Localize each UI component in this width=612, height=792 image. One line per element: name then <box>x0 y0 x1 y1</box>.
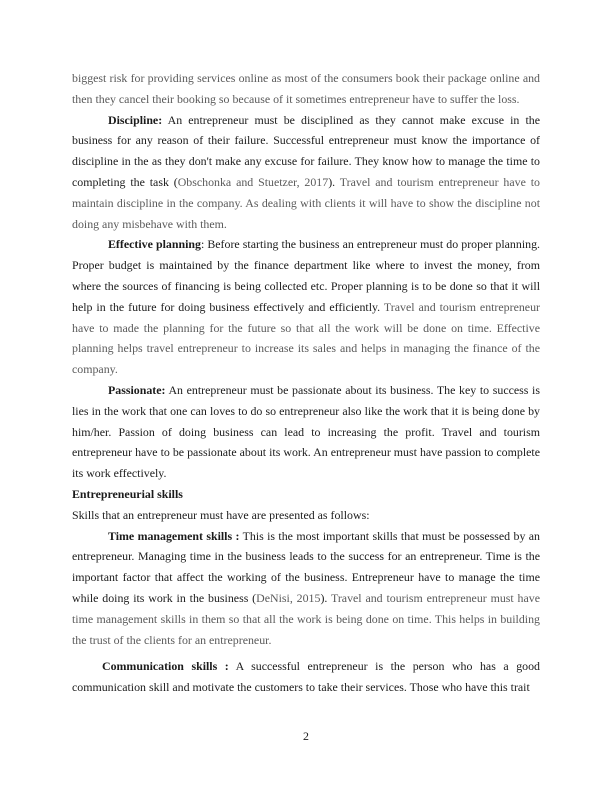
paragraph-text: biggest risk for providing services online as most of the consumers book their package online and then they cancel their booking so because of it sometimes entrepreneur have to suffer the loss. <box>72 71 540 106</box>
document-page <box>72 68 540 698</box>
paragraph-text-grey: Travel and tourism entrepreneur must have time management skills in them so that all the work is being done on time. This helps in building the trust of the clients for an entrepreneur. <box>72 590 540 647</box>
citation-close: ). <box>320 590 328 605</box>
paragraph-communication <box>72 656 540 698</box>
page-number: 2 <box>303 729 309 743</box>
paragraph-text-grey: Travel and tourism entrepreneur have to maintain discipline in the company. As dealing with clients it will have to show the discipline not doing any misbehave with them. <box>72 174 540 231</box>
citation: DeNisi, 2015 <box>256 590 321 605</box>
citation: Obschonka and Stuetzer, 2017 <box>177 174 329 189</box>
term-time-management: Time management skills : <box>108 528 240 543</box>
paragraph-effective-planning <box>72 234 540 380</box>
paragraph-text: A successful entrepreneur is the person who has a good communication skill and motivate the customers to take their services. Those who have this trait <box>72 659 540 695</box>
term-passionate: Passionate: <box>108 382 166 397</box>
paragraph-time-management <box>72 526 540 651</box>
term-discipline: Discipline: <box>108 112 163 127</box>
term-effective-planning: Effective planning <box>108 237 201 252</box>
paragraph-text-grey: Travel and tourism entrepreneur have to made the planning for the future so that all the work will be done on time. Effective planning helps travel entrepreneur to increase its sales and helps in managing the finance of the company. <box>72 299 540 377</box>
paragraph-continuation <box>72 68 540 110</box>
paragraph-text: This is the most important skills that must be possessed by an entrepreneur. Managing time in the business leads to the success for an entrepreneur. Time is the important factor that affect the working of the business. Entrepreneur have to manage the time while doing its work in the business ( <box>72 528 540 605</box>
paragraph-text: An entrepreneur must be passionate about its business. The key to success is lies in the work that one can loves to do so entrepreneur also like the work that it is being done by him/her. Passion of doing business can lead to increasing the profit. Travel and tourism entrepreneur have to be passionate about its work. An entrepreneur must have passion to complete its work effectively. <box>72 382 540 481</box>
paragraph-text: : Before starting the business an entrepreneur must do proper planning. Proper budget is maintained by the finance department like where to invest the money, from where the sources of financing is being collected etc. Proper planning is to be done so that it will help in the future for doing business effectively and efficiently. <box>72 237 540 314</box>
citation-close: ). <box>328 174 336 189</box>
paragraph-passionate <box>72 380 540 484</box>
paragraph-skills-intro: Skills that an entrepreneur must have are presented as follows: <box>72 507 370 522</box>
paragraph-text: An entrepreneur must be disciplined as they cannot make excuse in the business for any reason of their failure. Successful entrepreneur must know the importance of discipline in the as they don't make any excuse for failure. They know how to manage the time to completing the task ( <box>72 112 540 189</box>
term-communication: Communication skills : <box>102 659 229 674</box>
section-heading: Entrepreneurial skills <box>72 486 183 501</box>
paragraph-discipline <box>72 110 540 235</box>
